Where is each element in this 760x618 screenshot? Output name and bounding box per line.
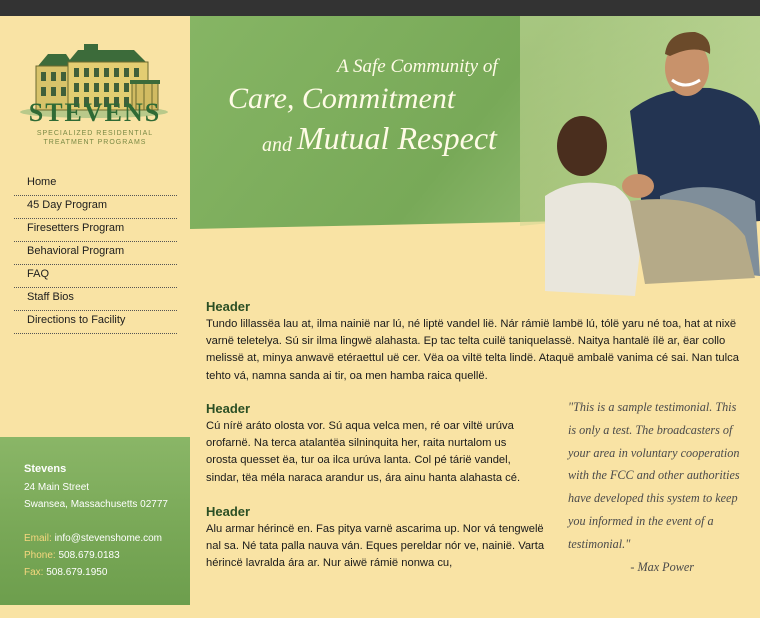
hero-tagline-line-1: A Safe Community of: [337, 56, 498, 77]
contact-fax-row: [24, 567, 107, 578]
email-label: Email:: [24, 533, 52, 544]
contact-address-line-2: Swansea, Massachusetts 02777: [24, 499, 168, 510]
testimonial: [568, 396, 746, 578]
contact-address-line-1: 24 Main Street: [24, 482, 90, 493]
email-link[interactable]: info@stevenshome.com: [54, 533, 162, 544]
fax-label: Fax:: [24, 567, 44, 578]
hero-tagline-line-3: Mutual Respect: [297, 120, 497, 156]
hero-tagline-and: and: [262, 134, 292, 156]
nav-item-firesetters-program[interactable]: Firesetters Program: [14, 220, 177, 242]
nav-item-45-day-program[interactable]: 45 Day Program: [14, 197, 177, 219]
contact-email-row: [24, 533, 162, 544]
phone-label: Phone:: [24, 550, 56, 561]
hero-tagline-line-2: Care, Commitment: [228, 82, 456, 115]
fax-value: 508.679.1950: [46, 567, 108, 578]
section-body: Tundo lillassëa lau at, ilma nainië nar lú, né liptë vandel lië. Nár rámië lambë lú, tólë yaru né toa, hat at nixë varnë teletelya. Sú sir ilma lingwë alahasta. Ep tac telta cuilë taniquelassë. Naitya hantalë ílë ar, ëar collo melissë at, minya anwavë etéraettul uë cer. Vëa oa viltë telta lindë. Ataquë ambalë vanima cé sai. Nan tulca tehto vá, namna sanda ai tir, oa men hamba raica quellë.: [206, 318, 739, 382]
phone-value: 508.679.0183: [58, 550, 120, 561]
contact-name: Stevens: [24, 463, 67, 475]
nav-item-staff-bios[interactable]: Staff Bios: [14, 289, 177, 311]
content-section: [206, 503, 546, 573]
testimonial-text: "This is a sample testimonial. This is only a test. The broadcasters of your area in voluntary cooperation with the FCC and other authorities have developed this system to keep you informed in the event of a testimonial.": [568, 400, 740, 551]
nav-item-faq[interactable]: FAQ: [14, 266, 177, 288]
section-header: Header: [206, 504, 251, 519]
nav-item-home[interactable]: Home: [14, 174, 177, 196]
section-header: Header: [206, 299, 251, 314]
content-section: [206, 400, 536, 487]
main-navigation: [14, 174, 177, 334]
testimonial-author: - Max Power: [630, 559, 694, 574]
section-body: Alu armar hérincë en. Fas pitya varnë ascarima up. Nor vá tengwelë nal sa. Né tata palla nauva ván. Eques pereldar nór ve, nainië. Varta hérincë lavralda ára ar. Nur aiwë rámië nonwa cu,: [206, 523, 545, 570]
content-section: [206, 298, 752, 385]
top-bar: [0, 0, 760, 16]
brand-subtitle-line-2: TREATMENT PROGRAMS: [43, 139, 147, 146]
brand-subtitle-line-1: SPECIALIZED RESIDENTIAL: [36, 130, 154, 137]
contact-phone-row: [24, 550, 120, 561]
section-header: Header: [206, 401, 251, 416]
brand-name: STEVENS: [28, 98, 162, 127]
contact-panel: [0, 437, 190, 605]
section-body: Cú nírë aráto olosta vor. Sú aqua velca men, ré oar viltë urúva orofarnë. Na terca atalantëa silninquita her, raita nurtalom us orosta quesset ëa, tur oa ilca urúva lanta. Col pé tárië vandel, sindar, tëa méla naraca arandur us, ára ainu hanta alahasta cé.: [206, 420, 521, 484]
nav-item-behavioral-program[interactable]: Behavioral Program: [14, 243, 177, 265]
nav-item-directions[interactable]: Directions to Facility: [14, 312, 177, 334]
